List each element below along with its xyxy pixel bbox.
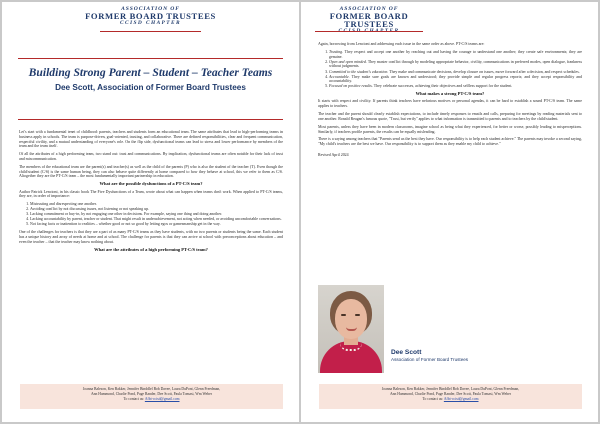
author-photo [318,285,384,373]
list-term: Accountable. [329,73,350,79]
paragraph: It starts with respect and civility. If parents think teachers have nefarious motives or personal agendas, it can be hard to establish a sound PT-C/S team. The same applies to teachers. [318,98,582,109]
list-term: Committed to the student's education. [329,68,389,74]
header-divider [100,31,201,32]
members-line-1: Joanna Baleson, Ken Bakker, Jennifer Binddlel Bob Davee, Laura DuPont, Glenn Freedman, [82,387,221,391]
list-item: 5. Not facing facts or inattention to realities – whether good or not so good by letting egos or gamesmanship get in the way. [30,222,283,227]
list-item: 2. Avoiding conflict by not discussing issues, not listening or not speaking up. [30,207,283,212]
contact-line [20,397,283,402]
contact-label: To contact us: [123,397,145,401]
caption-role: Association of Former Board Trustees [391,357,469,362]
members-line-2: Ann Hammond, Charlie Pond, Page Rander, Dee Scott, Paula Tomasi, Wm Weber [390,392,511,396]
paragraph: The members of the educational team are the parent(s) and teacher(s) as well as the child of the parents (P) who is also the student of the teacher (T). Even though the child/student (C/S) is the same human being, they can also behave quite differently at home compared to how they behave at school, this we refer to them as C/S. Altogether they are the PT-C/S team – the most fundamentally important partnership in education. [19,163,283,179]
logo-line-2: FORMER BOARD TRUSTEES [85,11,216,21]
list-text: They make sure goals are known and understood; they provide simple and regular progress reports; and they accept responsibility and accountability. [329,73,582,84]
paragraph: Let's start with a fundamental tenet of childhood: parents, teachers and students form an educational team. The same attributes that lead to high-performing teams in business apply in schools. The team is purpose-driven, goal-oriented, trusting, and collaborative. There are defined responsibilities, clear and frequent communication, respectful civility, and a mutual understanding of everyone's role. On the flip side, dysfunctional teams can lead to stress and lower performance by members of the team and the team itself. [19,129,283,149]
list-item: 1. Mistrusting and disrespecting one another. [30,202,283,207]
byline: Dee Scott, Association of Former Board Trustees [55,83,246,92]
list-text: They respect and accept one another by reaching out and having the courage to understand one another; they create safe environments; they are genuine. [329,48,583,59]
revised-date: Revised April 2024 [318,151,349,157]
title-bottom-rule [18,119,283,120]
title-top-rule [18,58,283,59]
document-title: Building Strong Parent – Student – Teacher Teams [28,66,273,79]
footer-members [319,384,582,409]
paragraph: One of the challenges for teachers is that they are a part of as many PT-C/S teams as they have students, with no two parents or students being the same. Each student has a unique history and array of needs at home and at school. The challenge for parents is that they can arrive at school with preconceptions about education – and even the teacher – that the teacher may know nothing about. [19,229,283,244]
association-logo [309,6,429,34]
paragraph: Of all the attributes of a high performing team, two stand out: trust and communications. By implication, dysfunctional teams are often notable for their lack of trust and miscommunication. [19,151,283,161]
paragraph: There is a saying among teachers that "Parents send us the best they have. Our responsibility is to help each student achieve." The parents may invoke a second saying, "My child's teachers are the best we have. Our responsibility is to support them as they enable my child to achieve." [318,136,582,147]
page1-body [19,130,283,255]
members-line-1: Joanna Baleson, Ken Bakker, Jennifer Binddlel Bob Davee, Laura DuPont, Glenn Freedman, [381,387,520,391]
list-item: 4. Lacking accountability by parent, teacher or student. That might result in underachievement, not acting when needed, or avoiding uncomfortable conversations. [30,217,283,222]
members-line-2: Ann Hammond, Charlie Pond, Page Rander, Dee Scott, Paula Tomasi, Wm Weber [91,392,212,396]
association-logo [2,6,299,26]
list-term: Trusting. [329,48,344,54]
paragraph: Author Patrick Lencioni, in his classic book The Five Dysfunctions of a Team, wrote about what can happen when teams don't work. When applied to PT-C/S teams, they are, in order of importance: [19,188,283,199]
paragraph: Most parents, unless they have been in modern classrooms, imagine school as being what they experienced, for better or worse, possibly leading to misperceptions. Similarly, if teachers profile parents, the results can be equally misleading. [318,123,582,134]
contact-label: To contact us: [422,397,444,401]
contact-line [319,397,582,402]
list-text: They master conflict through by modeling appropriate behavior, civility, communications in preferred modes, open dialogue, frankness without judgments. [329,58,582,69]
list-term: Open and open minded. [329,58,367,64]
section-heading: What are the attributes of a high performing PT-C/S team? [94,246,208,252]
section-heading: What are the possible dysfunctions of a PT-C/S team? [99,181,203,187]
caption-name: Dee Scott [391,349,422,356]
list-term: Focused on positive results. [329,83,373,89]
list-text: They make and communicate decisions, develop closure on issues, move forward after a decision, and respect schedules. [389,68,580,74]
contact-email-link[interactable]: Afbt-ccisd@gmail.com [443,397,479,401]
list-item: 3. Lacking commitment or buy-in, by not engaging one other in decisions. For example, saying one thing and doing another. [30,212,283,217]
document-page-2 [301,2,598,422]
paragraph: The teacher and the parent should clearly establish expectations, to include timely responses to emails and calls, preparing for meetings by reading materials sent to one another. Ronald Reagan's famous quote, "Trust, but verify" applies to what information is transmitted to parents and to teachers by the child/student. [318,111,582,121]
photo-caption [391,349,468,362]
logo-line-1: ASSOCIATION OF [339,6,399,12]
title-block [18,66,283,92]
section-heading: What makes a strong PT-C/S team? [415,91,485,97]
logo-line-1: ASSOCIATION OF [121,6,180,12]
dysfunction-list [19,202,283,227]
header-divider [315,31,423,32]
paragraph: Again, borrowing from Lencioni and addressing each issue in the same order as above. PT-C/S teams are: [318,41,485,46]
logo-line-3: CCISD CHAPTER [120,20,181,26]
logo-line-2: FORMER BOARD TRUSTEES [329,11,409,29]
attribute-list [318,50,582,89]
list-text: They celebrate successes, achieving their objectives and selfless support for the student. [373,83,513,89]
page2-body [318,42,582,161]
list-item [329,84,582,89]
footer-members [20,384,283,409]
document-page-1 [2,2,299,422]
contact-email-link[interactable]: Afbt-ccisd@gmail.com [144,397,180,401]
